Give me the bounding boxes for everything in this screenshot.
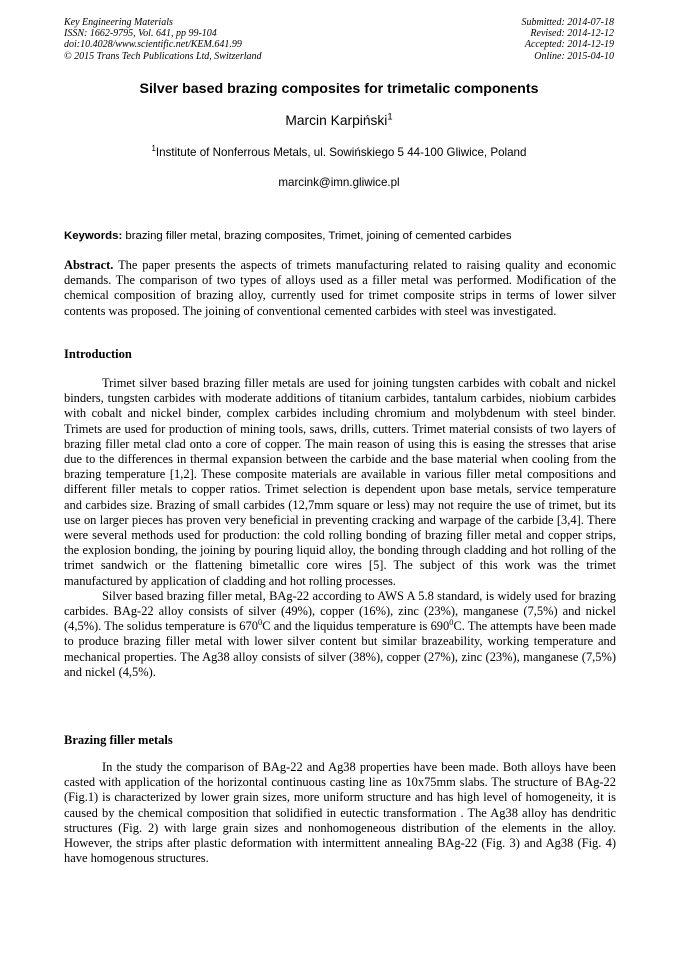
degree-superscript: 0 <box>449 617 454 628</box>
publication-dates <box>522 17 615 62</box>
brazing-paragraph-1: In the study the comparison of BAg-22 and Ag38 properties have been made. Both alloys have been casted with application of the horizontal continuous casting line as 10x75mm slabs. The structure of BAg-22 (Fig.1) is characterized by lower grain sizes, more uniform structure and has high level of homogeneity, it is caused by the chemical composition that solidified in eutectic transformation . The Ag38 alloy has dendritic structures (Fig. 2) with large grain sizes and nonhomogeneous distribution of the elements in the alloy. However, the strips after plastic deformation with intermittent annealing BAg-22 (Fig. 3) and Ag38 (Fig. 4) have homogenous structures. <box>64 760 616 866</box>
journal-issn: ISSN: 1662-9795, Vol. 641, pp 99-104 <box>64 28 217 40</box>
introduction-paragraph-2 <box>64 589 616 680</box>
author-line <box>0 113 678 128</box>
keywords-text: brazing filler metal, brazing composites, Trimet, joining of cemented carbides <box>122 230 512 242</box>
abstract-text: The paper presents the aspects of trimets manufacturing related to raising quality and economic demands. The comparison of two types of alloys used as a filler metal was performed. Modification of the chemical composition of brazing alloy, currently used for trimet composite strips in terms of lower silver contents was proposed. The joining of conventional cemented carbides with steel was investigated. <box>64 258 616 318</box>
journal-doi: doi:10.4028/www.scientific.net/KEM.641.99 <box>64 39 242 51</box>
submitted-date: Submitted: 2014-07-18 <box>521 17 614 28</box>
keywords <box>64 230 616 242</box>
paragraph-text: Silver based brazing filler metal, BAg-22 according to AWS A 5.8 standard, is widely used for brazing carbides. BAg-22 alloy consists of silver (49%), copper (16%), zinc (23%), manganese (7,5%) and nickel (4,5%). The solidus temperature is 670 <box>64 588 616 634</box>
degree-superscript: 0 <box>257 617 263 628</box>
affiliation <box>0 146 678 159</box>
online-date: Online: 2015-04-10 <box>534 50 614 62</box>
section-heading-brazing-filler-metals: Brazing filler metals <box>64 733 173 747</box>
keywords-label: Keywords: <box>64 230 123 242</box>
author-name: Marcin Karpiński <box>285 113 388 128</box>
brazing-body <box>64 760 616 866</box>
author-affiliation-mark: 1 <box>387 111 393 122</box>
paper-title: Silver based brazing composites for trimetalic components <box>139 81 539 97</box>
journal-copyright: © 2015 Trans Tech Publications Ltd, Switzerland <box>64 50 262 62</box>
section-heading-introduction: Introduction <box>64 347 132 361</box>
abstract <box>64 258 616 319</box>
author-email: marcink@imn.gliwice.pl <box>278 176 400 189</box>
introduction-body <box>64 376 616 680</box>
affiliation-mark: 1 <box>151 144 156 154</box>
journal-info <box>64 17 262 62</box>
introduction-paragraph-1: Trimet silver based brazing filler metals are used for joining tungsten carbides with cobalt and nickel binders, tungsten carbides with moderate additions of titanium carbides, tantalum carbides, niobium carbides with cobalt and nickel binder, complex carbides including chromium and molybdenum with steel binder. Trimets are used for production of mining tools, saws, drills, cutters. Trimet material consists of two layers of brazing filler metal clad onto a core of copper. The main reason of using this is easing the stresses that arise due to the differences in thermal expansion between the carbide and the base material when cooling from the brazing temperature [1,2]. These composite materials are available in various filler metal compositions and different filler metals to copper ratios. Trimet selection is dependent upon base metals, service temperature and carbides size. Brazing of small carbides (12,7mm square or less) may not require the use of trimet, but its use on larger pieces has proven very beneficial in preventing cracking and warpage of the carbide [3,4]. There were several methods used for production: the cold rolling bonding of brazing filler metal and copper strips, the explosion bonding, the joining by pouring liquid alloy, the bonding through cladding and hot rolling of the trimet sandwich or the flattening bimetallic core wires [5]. The subject of this work was the trimet manufactured by application of cladding and hot rolling processes. <box>64 376 616 588</box>
abstract-label: Abstract. <box>64 258 114 272</box>
paragraph-text: C. The attempts have been made to produce brazing filler metal with lower silver content but similar brazeability, working temperature and mechanical properties. The Ag38 alloy consists of silver (38%), copper (27%), zinc (23%), manganese (7,5%) and nickel (4,5%). <box>64 619 616 679</box>
revised-date: Revised: 2014-12-12 <box>530 28 614 40</box>
paragraph-text: C and the liquidus temperature is 690 <box>262 619 450 634</box>
accepted-date: Accepted: 2014-12-19 <box>524 39 614 51</box>
journal-name: Key Engineering Materials <box>64 17 173 28</box>
affiliation-text: Institute of Nonferrous Metals, ul. Sowińskiego 5 44-100 Gliwice, Poland <box>155 146 527 159</box>
